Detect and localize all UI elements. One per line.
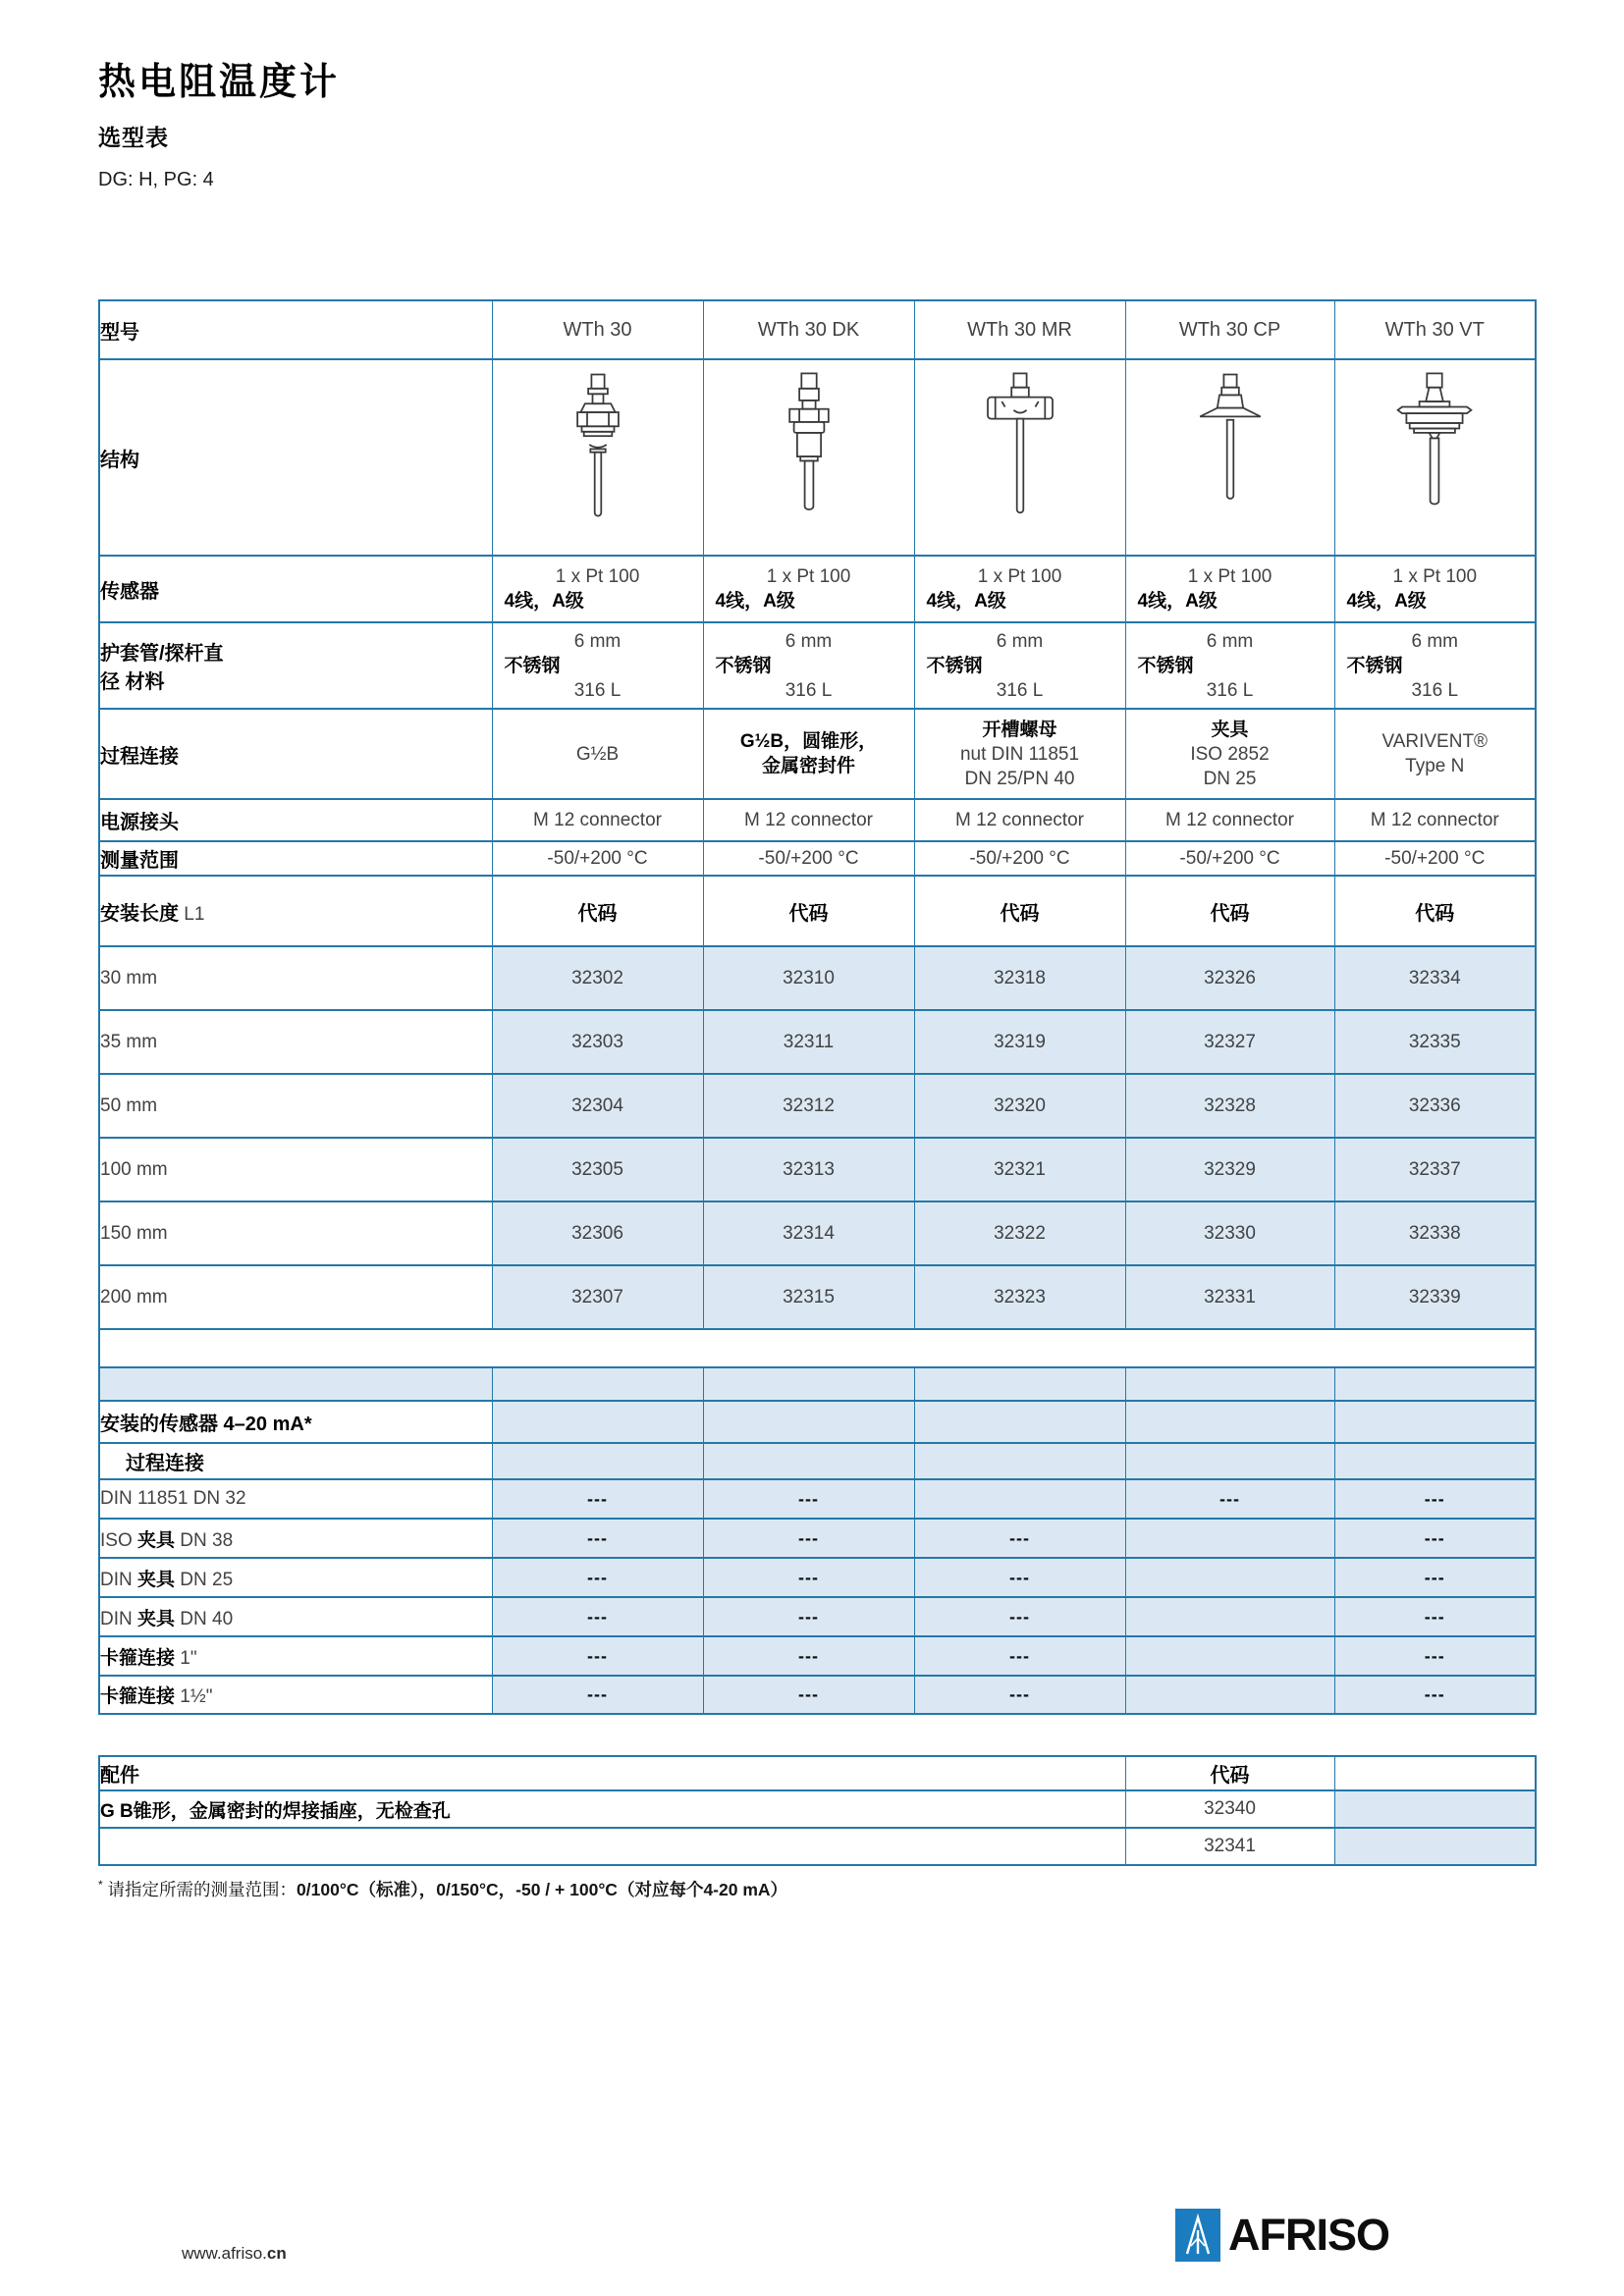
variant-row-triclamp-15in bbox=[99, 1676, 1536, 1714]
variant-row-isoclamp-dn38 bbox=[99, 1519, 1536, 1558]
variant-cell: --- bbox=[1334, 1676, 1536, 1714]
selection-table bbox=[98, 299, 1537, 1715]
code-cell: 32311 bbox=[703, 1010, 914, 1074]
code-cell: 32318 bbox=[914, 946, 1125, 1010]
empty-cell bbox=[914, 1367, 1125, 1401]
code-cell: 32335 bbox=[1334, 1010, 1536, 1074]
variant-cell bbox=[1125, 1597, 1334, 1636]
empty-cell bbox=[1125, 1443, 1334, 1479]
variant-cell: --- bbox=[703, 1519, 914, 1558]
empty-cell bbox=[492, 1401, 703, 1443]
model-wth30cp: WTh 30 CP bbox=[1125, 300, 1334, 359]
variant-cell: --- bbox=[1334, 1558, 1536, 1597]
empty-cell bbox=[1334, 1790, 1536, 1828]
empty-cell bbox=[1334, 1828, 1536, 1865]
code-cell: 32314 bbox=[703, 1201, 914, 1265]
variant-row-din11851dn32 bbox=[99, 1479, 1536, 1519]
accessory-code: 32341 bbox=[1125, 1828, 1334, 1865]
afriso-logo-icon bbox=[1175, 2209, 1220, 2262]
accessories-label: 配件 bbox=[99, 1756, 1125, 1790]
variant-cell: --- bbox=[492, 1558, 703, 1597]
variant-cell: --- bbox=[492, 1597, 703, 1636]
afriso-logo bbox=[1175, 2209, 1389, 2262]
accessory-desc: G B锥形，金属密封的焊接插座，无检查孔 bbox=[99, 1790, 1125, 1828]
model-wth30vt: WTh 30 VT bbox=[1334, 300, 1536, 359]
footnote-ranges: 0/100°C（标准），0/150°C，-50 / + 100°C（对应每个4-20 mA） bbox=[297, 1880, 788, 1899]
variant-cell: --- bbox=[914, 1558, 1125, 1597]
code-cell: 32331 bbox=[1125, 1265, 1334, 1329]
material-cell: 6 mm 不锈钢 316 L bbox=[914, 622, 1125, 709]
range-cell: -50/+200 °C bbox=[914, 841, 1125, 876]
length-value: 50 mm bbox=[99, 1074, 492, 1138]
accessory-code: 32340 bbox=[1125, 1790, 1334, 1828]
structure-drawing-wth30 bbox=[492, 359, 703, 556]
process2-label: 过程连接 bbox=[99, 1443, 492, 1479]
sensor-cell: 1 x Pt 100 4线，A级 bbox=[1125, 556, 1334, 622]
empty-cell bbox=[914, 1401, 1125, 1443]
material-cell: 6 mm 不锈钢 316 L bbox=[703, 622, 914, 709]
variant-cell: --- bbox=[492, 1636, 703, 1676]
length-row-150mm bbox=[99, 1201, 1536, 1265]
length-label: 安装长度 L1 bbox=[99, 876, 492, 946]
variant-label: 卡箍连接 1" bbox=[99, 1636, 492, 1676]
power-cell: M 12 connector bbox=[492, 799, 703, 841]
blue-empty-row bbox=[99, 1367, 1536, 1401]
code-cell: 32334 bbox=[1334, 946, 1536, 1010]
process2-row bbox=[99, 1443, 1536, 1479]
code-cell: 32302 bbox=[492, 946, 703, 1010]
code-header: 代码 bbox=[703, 876, 914, 946]
code-header: 代码 bbox=[1125, 876, 1334, 946]
length-value: 200 mm bbox=[99, 1265, 492, 1329]
material-cell: 6 mm 不锈钢 316 L bbox=[1125, 622, 1334, 709]
range-cell: -50/+200 °C bbox=[1334, 841, 1536, 876]
variant-cell: --- bbox=[1334, 1597, 1536, 1636]
process-cell-wth30cp: 夹具 ISO 2852 DN 25 bbox=[1125, 709, 1334, 799]
code-cell: 32330 bbox=[1125, 1201, 1334, 1265]
empty-cell bbox=[703, 1367, 914, 1401]
power-label: 电源接头 bbox=[99, 799, 492, 841]
variant-cell: --- bbox=[492, 1519, 703, 1558]
accessories-header-row bbox=[99, 1756, 1536, 1790]
code-cell: 32303 bbox=[492, 1010, 703, 1074]
page-title: 热电阻温度计 bbox=[98, 62, 341, 103]
variant-label: DIN 夹具 DN 40 bbox=[99, 1597, 492, 1636]
variant-row-dinclamp-dn40 bbox=[99, 1597, 1536, 1636]
variant-cell: --- bbox=[914, 1519, 1125, 1558]
code-cell: 32339 bbox=[1334, 1265, 1536, 1329]
variant-cell: --- bbox=[1334, 1519, 1536, 1558]
variant-cell: --- bbox=[914, 1636, 1125, 1676]
variant-cell: --- bbox=[703, 1636, 914, 1676]
structure-drawing-wth30dk bbox=[703, 359, 914, 556]
variant-cell bbox=[1125, 1558, 1334, 1597]
footnote bbox=[98, 1877, 787, 1901]
model-wth30: WTh 30 bbox=[492, 300, 703, 359]
empty-cell bbox=[703, 1443, 914, 1479]
code-cell: 32337 bbox=[1334, 1138, 1536, 1201]
sensor-label: 传感器 bbox=[99, 556, 492, 622]
structure-drawing-wth30vt bbox=[1334, 359, 1536, 556]
length-row-50mm bbox=[99, 1074, 1536, 1138]
code-cell: 32321 bbox=[914, 1138, 1125, 1201]
length-value: 30 mm bbox=[99, 946, 492, 1010]
variant-cell bbox=[914, 1479, 1125, 1519]
code-cell: 32320 bbox=[914, 1074, 1125, 1138]
url-tld: cn bbox=[266, 2244, 287, 2263]
material-cell: 6 mm 不锈钢 316 L bbox=[1334, 622, 1536, 709]
footnote-text: 请指定所需的测量范围： bbox=[102, 1880, 298, 1899]
power-cell: M 12 connector bbox=[703, 799, 914, 841]
variant-cell: --- bbox=[914, 1597, 1125, 1636]
length-value: 150 mm bbox=[99, 1201, 492, 1265]
process-label: 过程连接 bbox=[99, 709, 492, 799]
length-row-35mm bbox=[99, 1010, 1536, 1074]
power-row bbox=[99, 799, 1536, 841]
accessory-row bbox=[99, 1790, 1536, 1828]
empty-cell bbox=[492, 1443, 703, 1479]
variant-cell: --- bbox=[914, 1676, 1125, 1714]
code-cell: 32336 bbox=[1334, 1074, 1536, 1138]
sensor-row bbox=[99, 556, 1536, 622]
sensor-cell: 1 x Pt 100 4线，A级 bbox=[914, 556, 1125, 622]
website-url[interactable] bbox=[182, 2244, 287, 2264]
material-label: 护套管/探杆直 径 材料 bbox=[99, 622, 492, 709]
code-cell: 32338 bbox=[1334, 1201, 1536, 1265]
variant-cell: --- bbox=[703, 1558, 914, 1597]
spacer-cell bbox=[99, 1329, 1536, 1367]
model-header-row bbox=[99, 300, 1536, 359]
variant-row-dinclamp-dn25 bbox=[99, 1558, 1536, 1597]
variant-cell: --- bbox=[703, 1676, 914, 1714]
code-header: 代码 bbox=[492, 876, 703, 946]
range-cell: -50/+200 °C bbox=[703, 841, 914, 876]
variant-cell bbox=[1125, 1676, 1334, 1714]
power-cell: M 12 connector bbox=[914, 799, 1125, 841]
accessory-row bbox=[99, 1828, 1536, 1865]
code-cell: 32315 bbox=[703, 1265, 914, 1329]
code-cell: 32323 bbox=[914, 1265, 1125, 1329]
code-cell: 32327 bbox=[1125, 1010, 1334, 1074]
variant-cell: --- bbox=[492, 1676, 703, 1714]
structure-drawing-wth30mr bbox=[914, 359, 1125, 556]
empty-cell bbox=[492, 1367, 703, 1401]
variant-cell bbox=[1125, 1519, 1334, 1558]
page-subtitle: 选型表 bbox=[98, 125, 169, 150]
model-wth30dk: WTh 30 DK bbox=[703, 300, 914, 359]
process-cell-wth30mr: 开槽螺母 nut DIN 11851 DN 25/PN 40 bbox=[914, 709, 1125, 799]
code-cell: 32322 bbox=[914, 1201, 1125, 1265]
variant-label: 卡箍连接 1½" bbox=[99, 1676, 492, 1714]
variant-label: DIN 夹具 DN 25 bbox=[99, 1558, 492, 1597]
variant-cell: --- bbox=[1334, 1636, 1536, 1676]
spacer-row bbox=[99, 1329, 1536, 1367]
variant-cell: --- bbox=[492, 1479, 703, 1519]
range-row bbox=[99, 841, 1536, 876]
code-cell: 32307 bbox=[492, 1265, 703, 1329]
code-header: 代码 bbox=[914, 876, 1125, 946]
accessory-desc bbox=[99, 1828, 1125, 1865]
code-cell: 32319 bbox=[914, 1010, 1125, 1074]
material-row bbox=[99, 622, 1536, 709]
length-row-200mm bbox=[99, 1265, 1536, 1329]
code-cell: 32305 bbox=[492, 1138, 703, 1201]
power-cell: M 12 connector bbox=[1125, 799, 1334, 841]
range-cell: -50/+200 °C bbox=[1125, 841, 1334, 876]
empty-cell bbox=[1125, 1367, 1334, 1401]
empty-cell bbox=[703, 1401, 914, 1443]
structure-drawing-wth30cp bbox=[1125, 359, 1334, 556]
code-cell: 32328 bbox=[1125, 1074, 1334, 1138]
code-cell: 32312 bbox=[703, 1074, 914, 1138]
sensor-420ma-label: 安装的传感器 4–20 mA* bbox=[99, 1401, 492, 1443]
structure-row bbox=[99, 359, 1536, 556]
code-cell: 32313 bbox=[703, 1138, 914, 1201]
accessories-table bbox=[98, 1755, 1537, 1866]
length-header-row bbox=[99, 876, 1536, 946]
length-row-100mm bbox=[99, 1138, 1536, 1201]
sensor-cell: 1 x Pt 100 4线，A级 bbox=[703, 556, 914, 622]
model-wth30mr: WTh 30 MR bbox=[914, 300, 1125, 359]
length-value: 100 mm bbox=[99, 1138, 492, 1201]
afriso-logo-text: AFRISO bbox=[1228, 2210, 1390, 2260]
empty-cell bbox=[99, 1367, 492, 1401]
footnote-star: * bbox=[98, 1878, 103, 1893]
empty-cell bbox=[1334, 1443, 1536, 1479]
variant-label: DIN 11851 DN 32 bbox=[99, 1479, 492, 1519]
process-cell-wth30dk: G½B，圆锥形， 金属密封件 bbox=[703, 709, 914, 799]
url-prefix: www.afriso. bbox=[182, 2244, 267, 2263]
code-cell: 32304 bbox=[492, 1074, 703, 1138]
accessories-code-header: 代码 bbox=[1125, 1756, 1334, 1790]
empty-cell bbox=[1125, 1401, 1334, 1443]
code-cell: 32310 bbox=[703, 946, 914, 1010]
process-cell-wth30: G½B bbox=[492, 709, 703, 799]
variant-cell: --- bbox=[1125, 1479, 1334, 1519]
code-cell: 32326 bbox=[1125, 946, 1334, 1010]
variant-label: ISO 夹具 DN 38 bbox=[99, 1519, 492, 1558]
code-header: 代码 bbox=[1334, 876, 1536, 946]
dg-pg-line: DG: H, PG: 4 bbox=[98, 169, 214, 190]
empty-cell bbox=[914, 1443, 1125, 1479]
code-cell: 32329 bbox=[1125, 1138, 1334, 1201]
sensor-420ma-row bbox=[99, 1401, 1536, 1443]
range-cell: -50/+200 °C bbox=[492, 841, 703, 876]
material-cell: 6 mm 不锈钢 316 L bbox=[492, 622, 703, 709]
sensor-cell: 1 x Pt 100 4线，A级 bbox=[1334, 556, 1536, 622]
empty-cell bbox=[1334, 1401, 1536, 1443]
sensor-cell: 1 x Pt 100 4线，A级 bbox=[492, 556, 703, 622]
process-cell-wth30vt: VARIVENT® Type N bbox=[1334, 709, 1536, 799]
length-value: 35 mm bbox=[99, 1010, 492, 1074]
variant-cell: --- bbox=[703, 1597, 914, 1636]
model-label: 型号 bbox=[99, 300, 492, 359]
power-cell: M 12 connector bbox=[1334, 799, 1536, 841]
variant-cell: --- bbox=[1334, 1479, 1536, 1519]
variant-cell: --- bbox=[703, 1479, 914, 1519]
code-cell: 32306 bbox=[492, 1201, 703, 1265]
process-row bbox=[99, 709, 1536, 799]
range-label: 测量范围 bbox=[99, 841, 492, 876]
length-row-30mm bbox=[99, 946, 1536, 1010]
structure-label: 结构 bbox=[99, 359, 492, 556]
variant-cell bbox=[1125, 1636, 1334, 1676]
variant-row-triclamp-1in bbox=[99, 1636, 1536, 1676]
empty-cell bbox=[1334, 1367, 1536, 1401]
empty-cell bbox=[1334, 1756, 1536, 1790]
